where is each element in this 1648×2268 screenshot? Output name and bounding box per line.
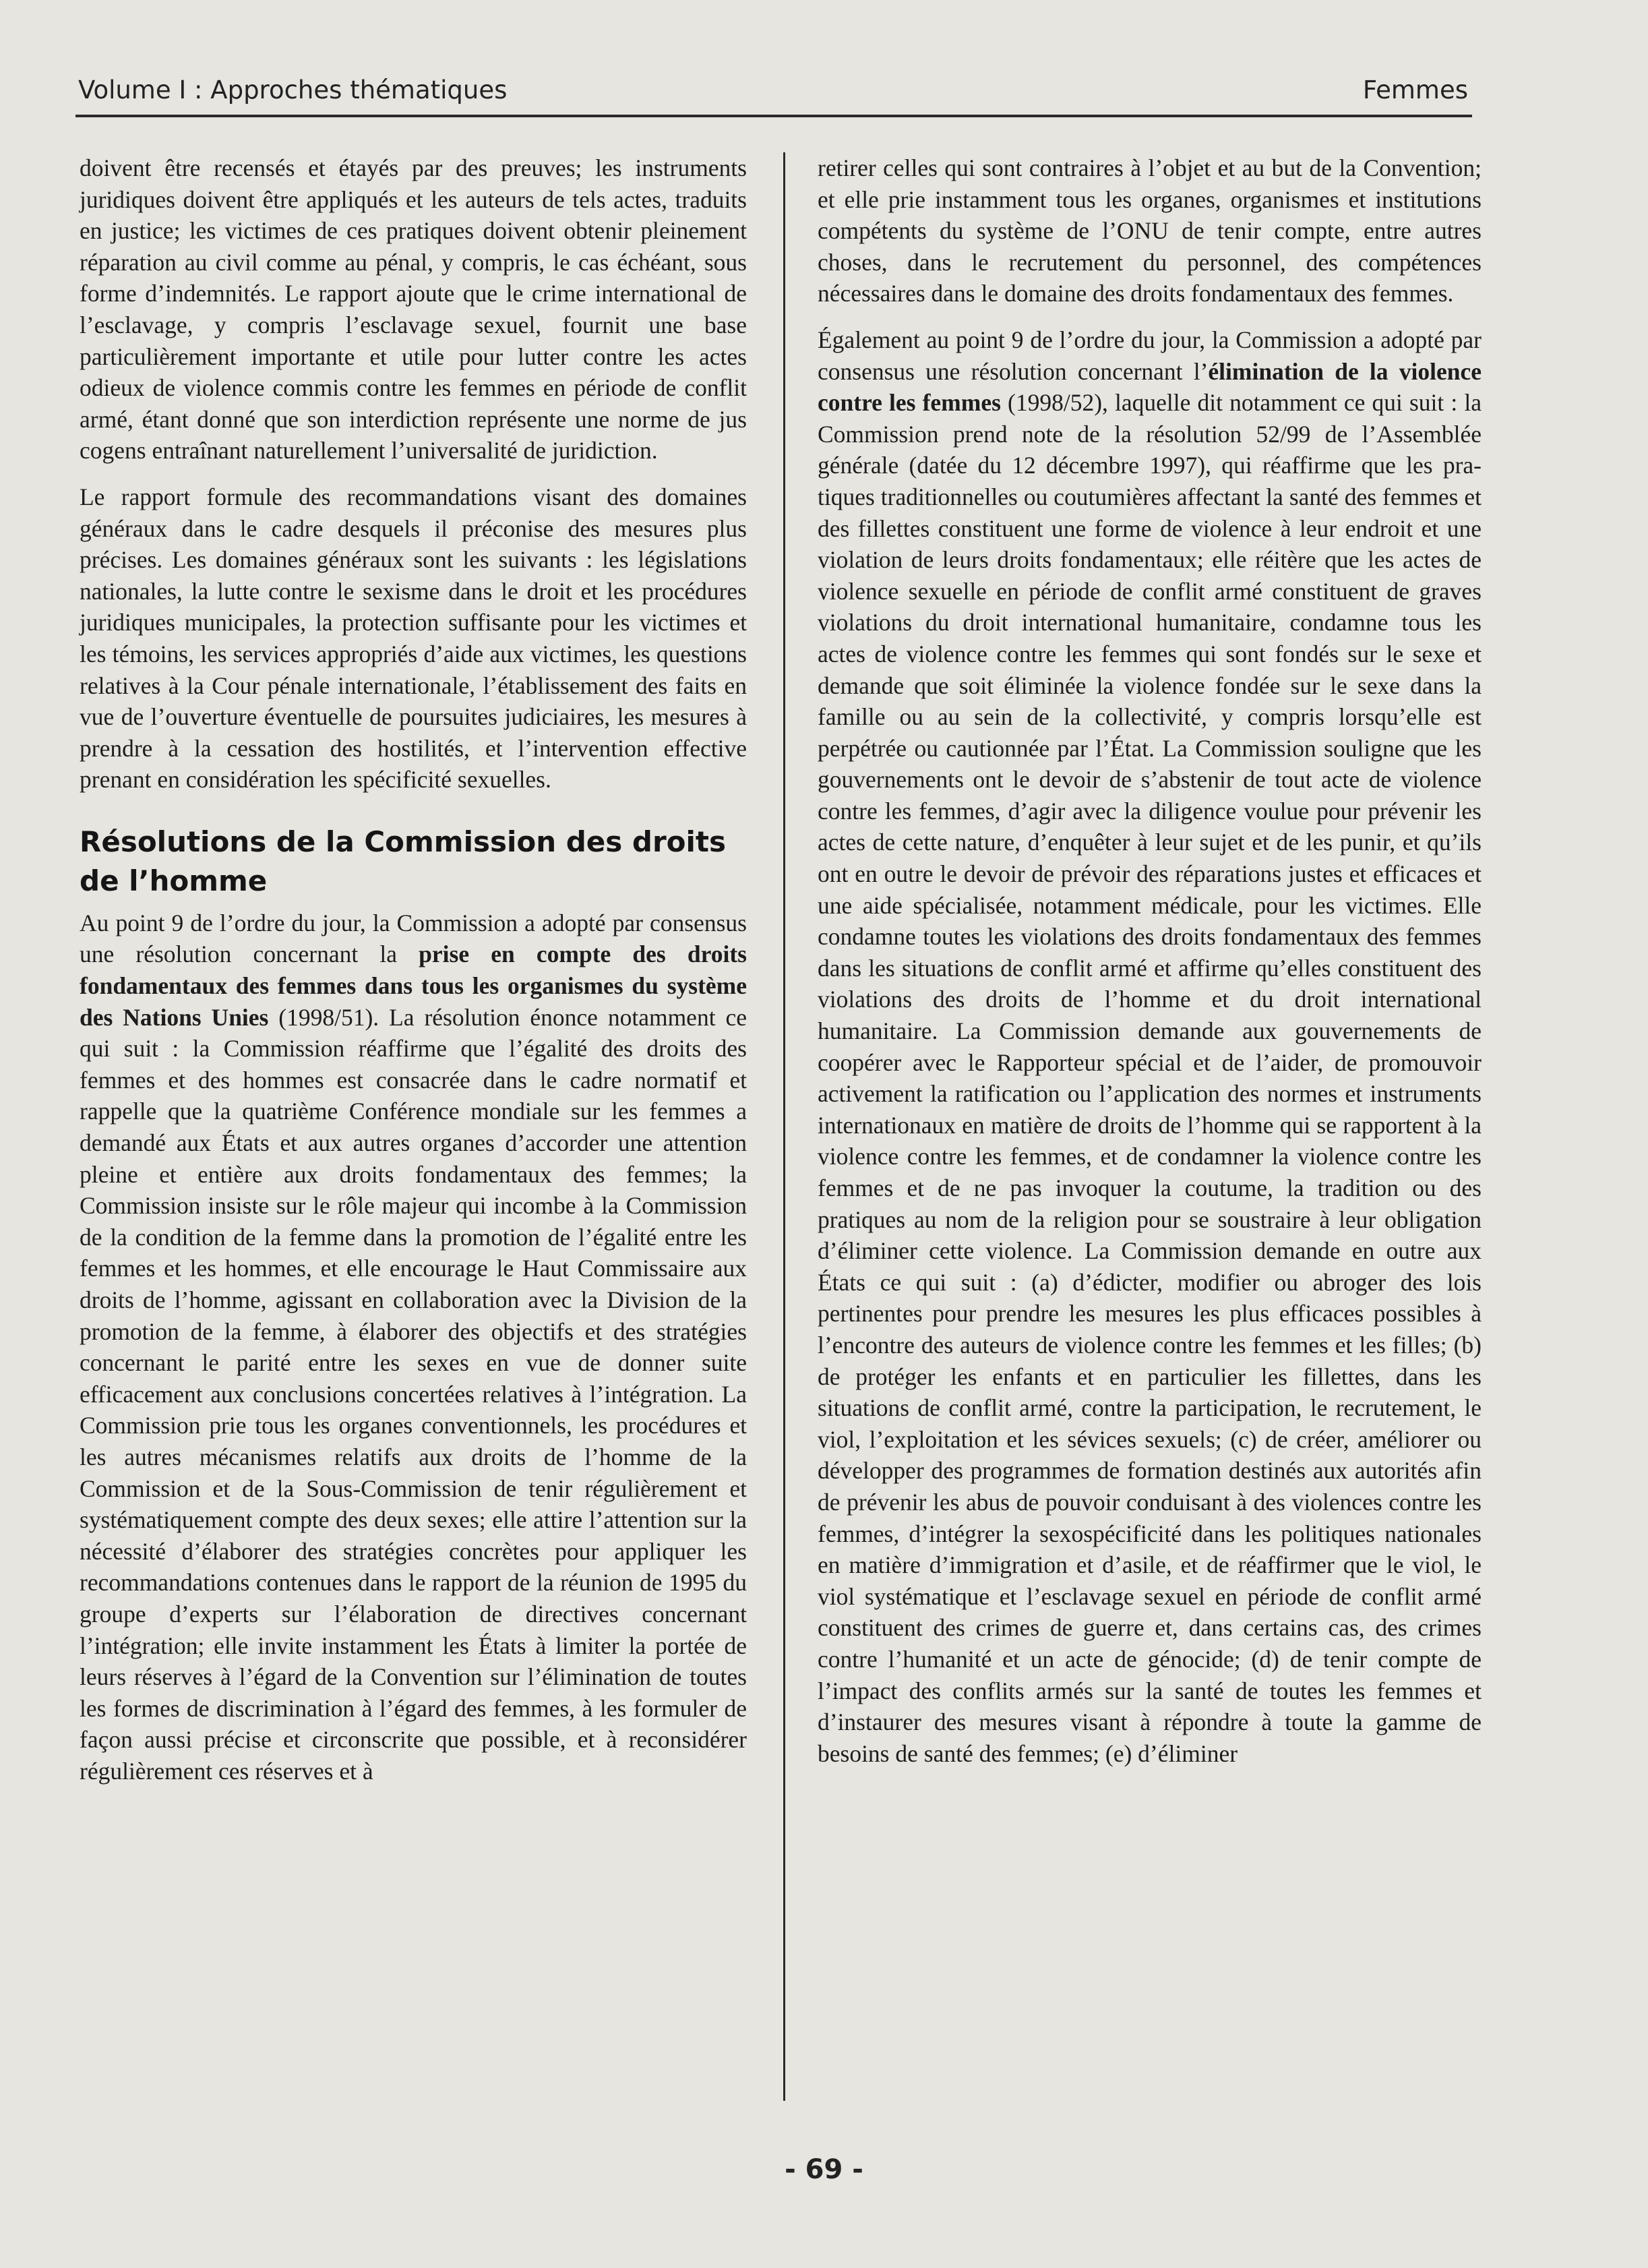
- header-section-title: Femmes: [1362, 76, 1468, 105]
- left-column: [80, 152, 747, 1787]
- paragraph-text: (1998/52), laquelle dit notamment ce qui suit : la Commission prend note de la résolution 52/99 de l’Assemblée générale (datée du 12 décembre 1997), qui réaffirme que les pratiques traditionnelles ou coutumières affectant la santé des femmes et des fillettes constituent une forme de violence à leur endroit et une violation de leurs droits fondamentaux; elle réitère que les actes de violence sexuelle en période de conflit armé constituent de graves violations du droit international humanitaire, condamne tous les actes de violence contre les femmes qui sont fondés sur le sexe et demande que soit éliminée la violence fondée sur le sexe dans la famille ou au sein de la collectivité, y compris lorsqu’elle est perpétrée ou cautionnée par l’État. La Commission souligne que les gouvernements ont le devoir de s’abstenir de tout acte de violence contre les femmes, d’agir avec la diligence voulue pour prévenir les actes de cette nature, d’enquêter à leur sujet et de les punir, et qu’ils ont en outre le devoir de prévoir des réparations justes et efficaces et une aide spécialisée, notamment médicale, pour les victimes. Elle condamne toutes les violations des droits fondamentaux des femmes dans les situations de conflit armé et affirme qu’elles constituent des violations des droits de l’homme et du droit international humanitaire. La Commission demande aux gouvernements de coopérer avec le Rapporteur spécial et de l’aider, de promouvoir activement la ratification ou l’application des normes et instruments internationaux en matière de droits de l’homme qui se rapportent à la violence contre les femmes, et de condamner la violence contre les femmes et de ne pas invoquer la coutume, la tradition ou des pratiques au nom de la religion pour se soustraire à leur obligation d’éliminer cette violence. La Commission demande en outre aux États ce qui suit : (a) d’édicter, modifier ou abroger des lois pertinentes pour prendre les mesures les plus efficaces possibles à l’encontre des auteurs de violence contre les femmes et les filles; (b) de protéger les enfants et en particulier les fillettes, dans les situations de conflit armé, contre la participation, le recrutement, le viol, l’exploitation et les sévices sexuels; (c) de créer, améliorer ou développer des programmes de formation destinés aux autorités afin de prévenir les abus de pouvoir conduisant à des violences contre les femmes, d’intégrer la sexospécificité dans les politiques nationales en matière d’immigration et d’asile, et de réaffirmer que le viol, le viol systématique et l’esclavage sexuel en période de conflit armé constituent des crimes de guerre et, dans certains cas, des crimes contre l’humanité et un acte de génocide; (d) de tenir compte de l’impact des conflits armés sur la santé de toutes les femmes et d’instaurer des mesures visant à répondre à toute la gamme de besoins de santé des femmes; (e) d’éliminer: [818, 389, 1482, 1767]
- page-number: - 69 -: [785, 2154, 863, 2185]
- paragraph: doivent être recensés et étayés par des preuves; les instruments juridiques doivent être appliqués et les auteurs de tels actes, traduits en justice; les victimes de ces pratiques doivent obtenir pleinement réparation au civil comme au pénal, y compris, le cas échéant, sous forme d’indemnités. Le rapport ajoute que le crime international de l’esclavage, y compris l’esclavage sexuel, fournit une base particulièrement importante et utile pour lutter contre les actes odieux de violence commis contre les femmes en période de conflit armé, étant donné que son interdiction représente une norme de jus cogens entraînant naturellement l’universalité de juridiction.: [80, 154, 747, 465]
- running-header: [75, 73, 1472, 117]
- right-column: [818, 152, 1482, 1769]
- section-heading: Résolutions de la Commission des droits de l’homme: [80, 825, 727, 897]
- paragraph: [80, 907, 747, 1787]
- paragraph: Le rapport formule des recommandations visant des domaines généraux dans le cadre desquels il préconise des mesures plus précises. Les domaines généraux sont les suivants : les législations nationales, la lutte contre le sexisme dans le droit et les procédures juridiques municipales, la protection suffisante pour les victimes et les témoins, les services appropriés d’aide aux victimes, les questions relatives à la Cour pénale internationale, l’établissement des faits en vue de l’ouverture éventuelle de poursuites judiciaires, les mesures à prendre à la cessation des hostilités, et l’intervention effective prenant en considération les spécificité sexuelles.: [80, 483, 747, 794]
- resolution-title: élimination de la violence contre les femmes: [818, 357, 1482, 417]
- paragraph: [818, 324, 1482, 1769]
- paragraph: retirer celles qui sont contraires à l’objet et au but de la Convention; et elle prie instamment tous les organes, organismes et institutions compétents du système de l’ONU de tenir compte, entre autres choses, dans le recrutement du personnel, des compétences nécessaires dans le domaine des droits fondamentaux des femmes.: [818, 154, 1482, 307]
- resolution-title: prise en compte des droits fondamentaux des femmes dans tous les organismes du système des Nations Unies: [80, 941, 747, 1031]
- column-divider: [783, 152, 785, 2101]
- paragraph-text: Au point 9 de l’ordre du jour, la Commission a adopté par consensus une résolution concernant la: [80, 909, 747, 968]
- paragraph-text: (1998/51). La résolution énonce notamment ce qui suit : la Commission réaffirme que l’égalité des droits des femmes et des hommes est consacrée dans le cadre normatif et rappelle que la quatrième Conférence mondiale sur les femmes a demandé aux États et aux autres organes d’accorder une attention pleine et entière aux droits fondamentaux des femmes; la Commission insiste sur le rôle majeur qui incombe à la Commission de la condition de la femme dans la promotion de l’égalité entre les femmes et les hommes, et elle encourage le Haut Commissaire aux droits de l’homme, agissant en collaboration avec la Division de la promotion de la femme, à élaborer des objectifs et des stratégies concernant le parité entre les sexes en vue de donner suite efficacement aux conclusions concertées relatives à l’intégration. La Commission prie tous les organes conventionnels, les procédures et les autres mécanismes relatifs aux droits de l’homme de la Commission et de la Sous-Commission de tenir régulièrement et systématiquement compte des deux sexes; elle attire l’attention sur la nécessité d’élaborer des stratégies concrètes pour appliquer les recommandations contenues dans le rapport de la réunion de 1995 du groupe d’experts sur l’élaboration de directives concernant l’intégration; elle invite instamment les États à limiter la portée de leurs réserves à l’égard de la Convention sur l’élimination de toutes les formes de discrimination à l’égard des femmes, à les formuler de façon aussi précise et circonscrite que possible, et à reconsidérer régulièrement ces réserves et à: [80, 1003, 747, 1785]
- header-volume-title: Volume I : Approches thématiques: [78, 76, 508, 105]
- paragraph-text: Également au point 9 de l’ordre du jour, la Commission a adopté par consensus une résolution concernant l’: [818, 326, 1482, 385]
